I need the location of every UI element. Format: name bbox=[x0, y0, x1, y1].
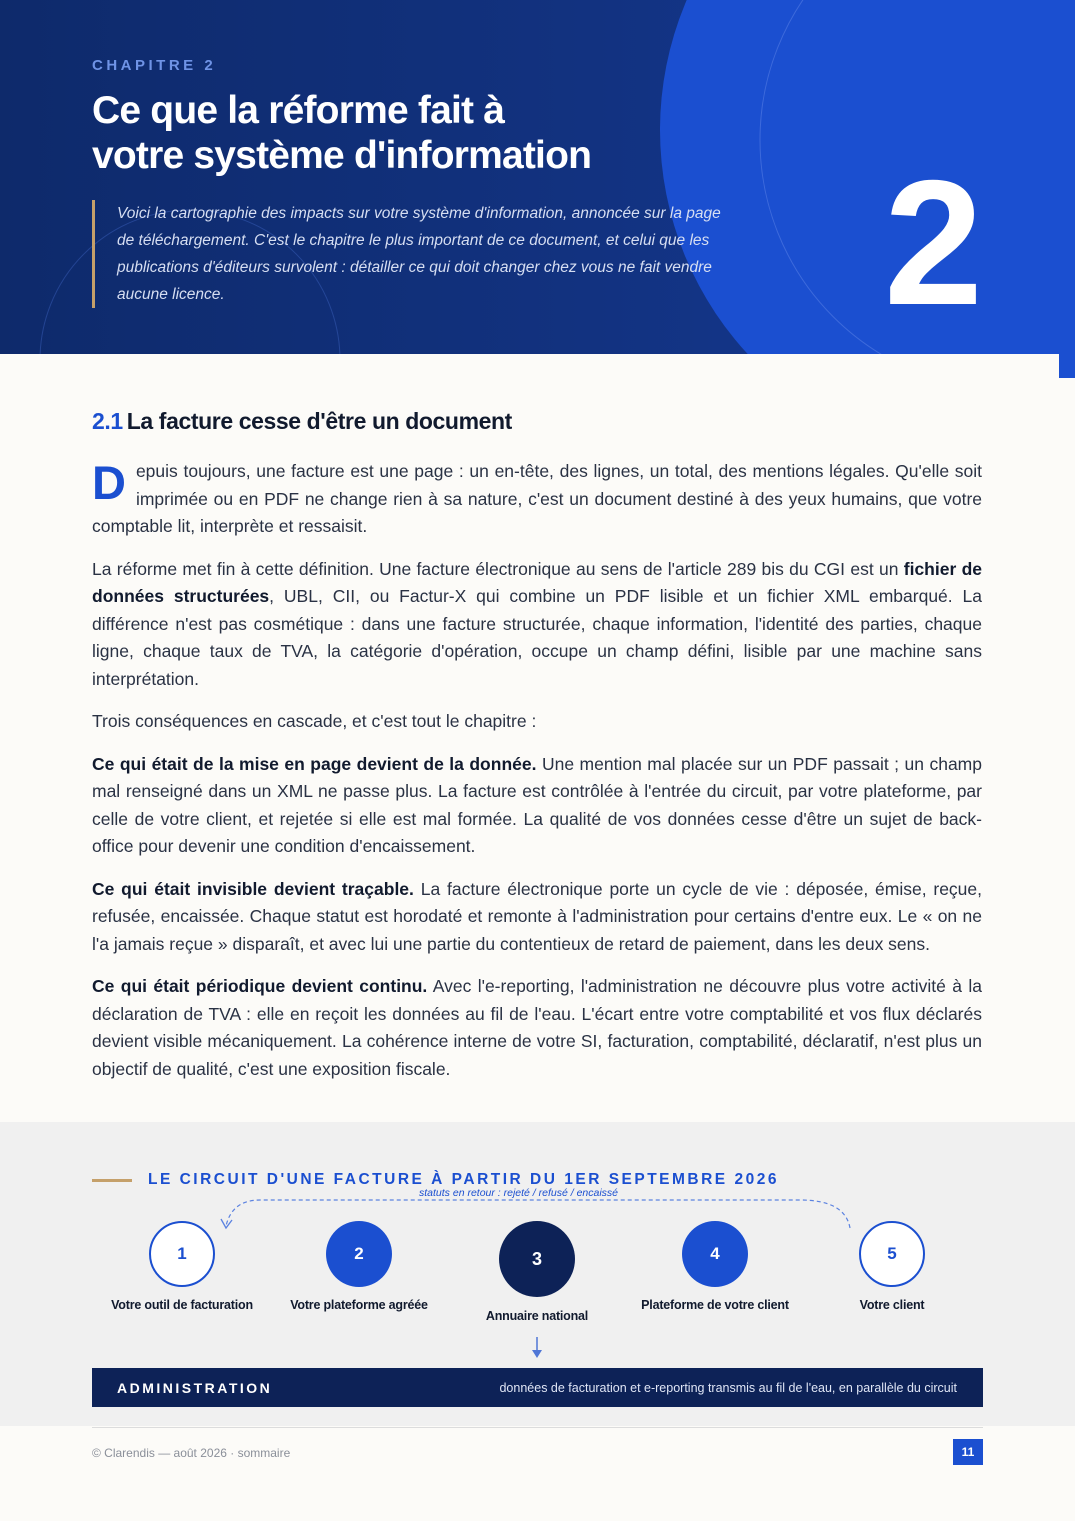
step-node-4: 4 bbox=[682, 1221, 748, 1287]
chapter-kicker: CHAPITRE 2 bbox=[92, 57, 217, 74]
chapter-lead: Voici la cartographie des impacts sur votre système d'information, annoncée sur la page de téléchargement. C'est le chapitre le plus important de ce document, et celui que les publications d'éditeurs survolent : détailler ce qui doit changer chez vous ne fait vendre aucune licence. bbox=[92, 200, 742, 308]
step-node-1: 1 bbox=[149, 1221, 215, 1287]
step-node-2: 2 bbox=[326, 1221, 392, 1287]
chapter-title bbox=[92, 88, 712, 178]
paragraph-6-bold: Ce qui était périodique devient continu. bbox=[92, 976, 428, 996]
paragraph-3: Trois conséquences en cascade, et c'est tout le chapitre : bbox=[92, 711, 537, 731]
paragraph-2-bold: fichier de données structurées bbox=[92, 558, 982, 606]
paragraph-2-text-a: La réforme met fin à cette définition. Une facture électronique au sens de l'article 289 bis du CGI est un bbox=[92, 558, 904, 579]
section-number: 2.1 bbox=[92, 408, 123, 434]
administration-bar bbox=[92, 1368, 983, 1407]
chapter-hero bbox=[0, 0, 1075, 354]
paragraph-6-text: Avec l'e-reporting, l'administration ne découvre plus votre activité à la déclaration de TVA : elle en reçoit les données au fil de l'eau. L'écart entre votre comptabilité et vos flux déclarés devient visible mécaniquement. La cohérence interne de votre SI, facturation, comptabilité, déclaratif, n'est plus un objectif de qualité, c'est une exposition fiscale. bbox=[92, 976, 982, 1079]
step-label-1: Votre outil de facturation bbox=[111, 1298, 253, 1312]
return-status-note: statuts en retour : rejeté / refusé / encaissé bbox=[419, 1187, 619, 1199]
step-label-5: Votre client bbox=[859, 1298, 925, 1312]
step-node-5: 5 bbox=[859, 1221, 925, 1287]
body-text bbox=[92, 458, 982, 1098]
paragraph-5 bbox=[92, 876, 982, 959]
invoice-circuit-diagram bbox=[0, 1122, 1075, 1426]
paragraph-2-text-b: , UBL, CII, ou Factur-X qui combine un PDF lisible et un fichier XML embarqué. La différence n'est pas cosmétique : dans une facture structurée, chaque information, l'identité des parties, chaque ligne, chaque taux de TVA, la catégorie d'opération, occupe un champ défini, lisible par une machine sans interprétation. bbox=[92, 586, 982, 689]
step-node-3: 3 bbox=[499, 1221, 575, 1297]
down-arrow-icon bbox=[532, 1350, 542, 1358]
chapter-title-line-2: votre système d'information bbox=[92, 134, 592, 177]
step-label-2: Votre plateforme agréée bbox=[290, 1298, 428, 1312]
administration-label: ADMINISTRATION bbox=[117, 1380, 273, 1396]
paragraph-4-text: Une mention mal placée sur un PDF passait ; un champ mal renseigné dans un XML ne passe plus. La facture est contrôlée à l'entrée du circuit, par votre plateforme, par celle de votre client, et rejetée si elle est mal formée. La qualité de vos données cesse d'être un sujet de back-office pour devenir une condition d'encaissement. bbox=[92, 753, 982, 856]
paragraph-4-bold: Ce qui était de la mise en page devient de la donnée. bbox=[92, 753, 537, 774]
footer-credit[interactable]: © Clarendis — août 2026 · sommaire bbox=[92, 1446, 291, 1460]
section-title bbox=[92, 408, 512, 435]
chapter-title-line-1: Ce que la réforme fait à bbox=[92, 89, 505, 132]
page-number-badge: 11 bbox=[953, 1439, 983, 1465]
paragraph-6 bbox=[92, 973, 982, 1083]
footer-divider bbox=[92, 1427, 983, 1428]
section-title-text: La facture cesse d'être un document bbox=[126, 408, 512, 434]
paragraph-4 bbox=[92, 751, 982, 861]
step-label-3: Annuaire national bbox=[485, 1309, 589, 1323]
paragraph-2 bbox=[92, 556, 982, 694]
administration-description: données de facturation et e-reporting transmis au fil de l'eau, en parallèle du circuit bbox=[499, 1381, 957, 1395]
drop-cap: D bbox=[92, 456, 126, 509]
side-tab-marker bbox=[1059, 336, 1075, 378]
paragraph-1 bbox=[92, 458, 982, 541]
paragraph-5-text: La facture électronique porte un cycle de vie : déposée, émise, reçue, refusée, encaissée. Chaque statut est horodaté et remonte à l'administration pour certains d'entre eux. Le « on ne l'a jamais reçue » disparaît, et avec lui une partie du contentieux de retard de paiement, dans les deux sens. bbox=[92, 878, 982, 954]
chapter-number: 2 bbox=[884, 143, 979, 342]
circuit-title: LE CIRCUIT D'UNE FACTURE À PARTIR DU 1ER SEPTEMBRE 2026 bbox=[148, 1171, 779, 1188]
paragraph-5-bold: Ce qui était invisible devient traçable. bbox=[92, 878, 414, 899]
paragraph-1-text: epuis toujours, une facture est une page : un en-tête, des lignes, un total, des mentions légales. Qu'elle soit imprimée ou en PDF ne change rien à sa nature, c'est un document destiné à des yeux humains, que votre comptable lit, interprète et ressaisit. bbox=[92, 461, 982, 536]
step-label-4: Plateforme de votre client bbox=[641, 1298, 789, 1312]
